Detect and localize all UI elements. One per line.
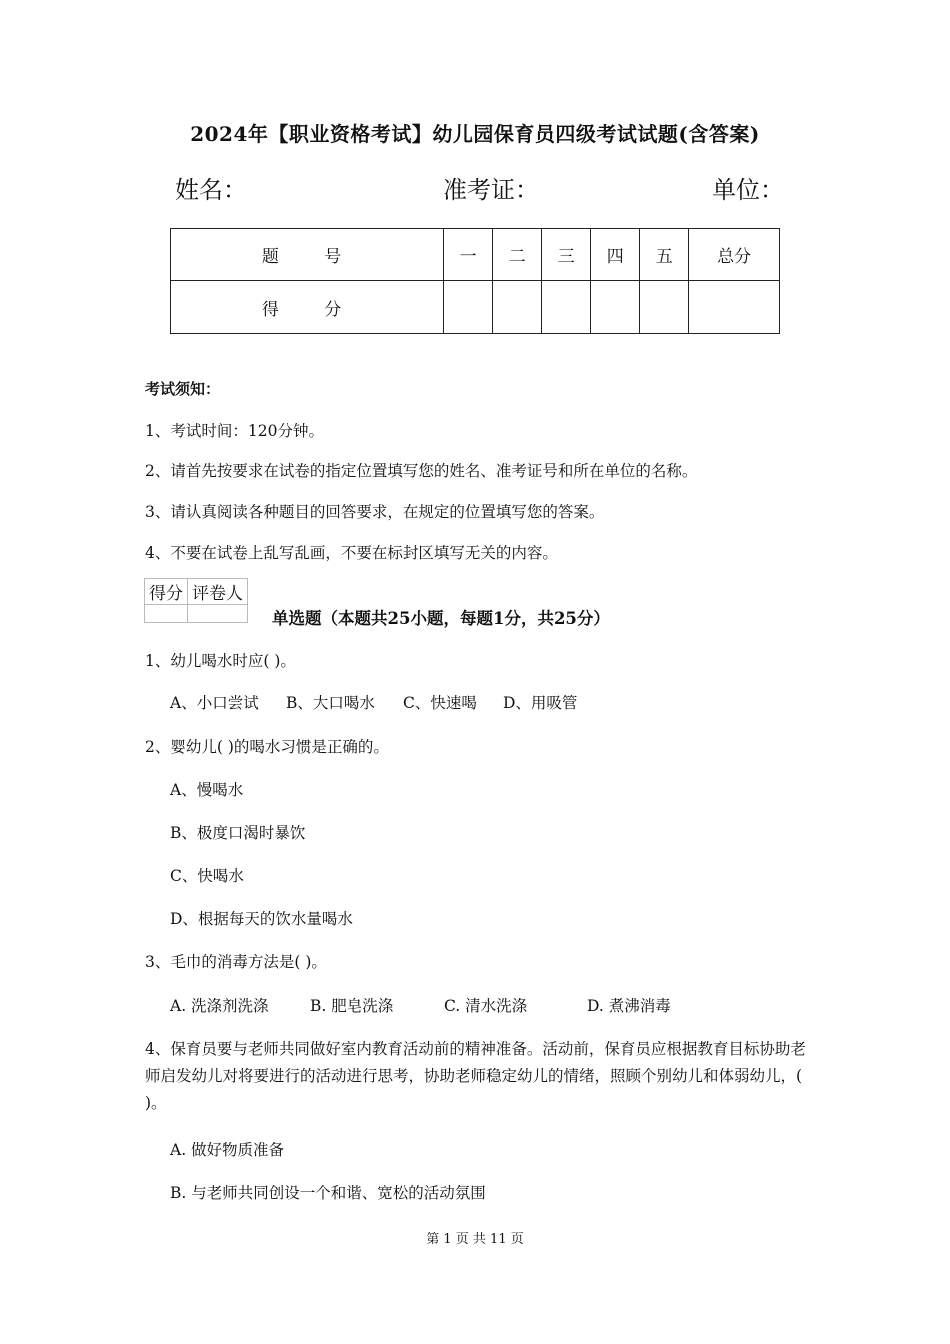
notice-item: 2、请首先按要求在试卷的指定位置填写您的姓名、准考证号和所在单位的名称。	[145, 462, 698, 480]
option-a: A、慢喝水	[170, 781, 244, 799]
score-table	[170, 228, 780, 334]
score-cell[interactable]	[640, 281, 689, 334]
score-cell[interactable]	[542, 281, 591, 334]
score-table-header-3: 三	[542, 229, 591, 281]
score-table-header-1: 一	[444, 229, 493, 281]
notice-item: 3、请认真阅读各种题目的回答要求，在规定的位置填写您的答案。	[145, 503, 605, 521]
question-stem: 1、幼儿喝水时应( )。	[145, 652, 296, 670]
grader-name-cell[interactable]	[188, 605, 248, 623]
notice-item: 1、考试时间：120分钟。	[145, 422, 324, 440]
option-c: C. 清水洗涤	[444, 997, 528, 1015]
score-table-header-label: 题 号	[171, 229, 444, 281]
page-title: 2024年【职业资格考试】幼儿园保育员四级考试试题(含答案)	[190, 122, 760, 146]
score-cell-total[interactable]	[689, 281, 780, 334]
page-footer: 第 1 页 共 11 页	[426, 1232, 524, 1247]
score-cell[interactable]	[444, 281, 493, 334]
score-row-label: 得 分	[171, 281, 444, 334]
unit-label: 单位：	[712, 176, 784, 204]
option-a: A. 做好物质准备	[170, 1141, 285, 1159]
question-stem: 2、婴幼儿( )的喝水习惯是正确的。	[145, 738, 389, 756]
section-heading: 单选题（本题共25小题，每题1分，共25分）	[272, 609, 610, 628]
option-c: C、快速喝	[403, 694, 477, 712]
grader-score-label: 得分	[145, 579, 188, 605]
score-cell[interactable]	[493, 281, 542, 334]
name-label: 姓名：	[175, 176, 247, 204]
score-table-header-total: 总分	[689, 229, 780, 281]
option-a: A. 洗涤剂洗涤	[170, 997, 269, 1015]
exam-id-label: 准考证：	[443, 176, 539, 204]
notice-title: 考试须知：	[145, 380, 221, 398]
option-d: D、根据每天的饮水量喝水	[170, 910, 353, 928]
grader-box	[144, 578, 248, 623]
score-table-header-2: 二	[493, 229, 542, 281]
option-b: B. 肥皂洗涤	[310, 997, 394, 1015]
option-b: B、极度口渴时暴饮	[170, 824, 306, 842]
option-b: B、大口喝水	[286, 694, 375, 712]
option-b: B. 与老师共同创设一个和谐、宽松的活动氛围	[170, 1184, 486, 1202]
score-table-header-5: 五	[640, 229, 689, 281]
option-c: C、快喝水	[170, 867, 244, 885]
score-table-header-4: 四	[591, 229, 640, 281]
grader-score-cell[interactable]	[145, 605, 188, 623]
score-cell[interactable]	[591, 281, 640, 334]
grader-name-label: 评卷人	[188, 579, 248, 605]
question-stem: 4、保育员要与老师共同做好室内教育活动前的精神准备。活动前，保育员应根据教育目标协助老师启发幼儿对将要进行的活动进行思考，协助老师稳定幼儿的情绪，照顾个别幼儿和体弱幼儿，( )。	[145, 1040, 806, 1112]
option-d: D、用吸管	[503, 694, 578, 712]
option-d: D. 煮沸消毒	[587, 997, 671, 1015]
notice-item: 4、不要在试卷上乱写乱画，不要在标封区填写无关的内容。	[145, 544, 558, 562]
question-stem: 3、毛巾的消毒方法是( )。	[145, 953, 327, 971]
option-a: A、小口尝试	[170, 694, 259, 712]
